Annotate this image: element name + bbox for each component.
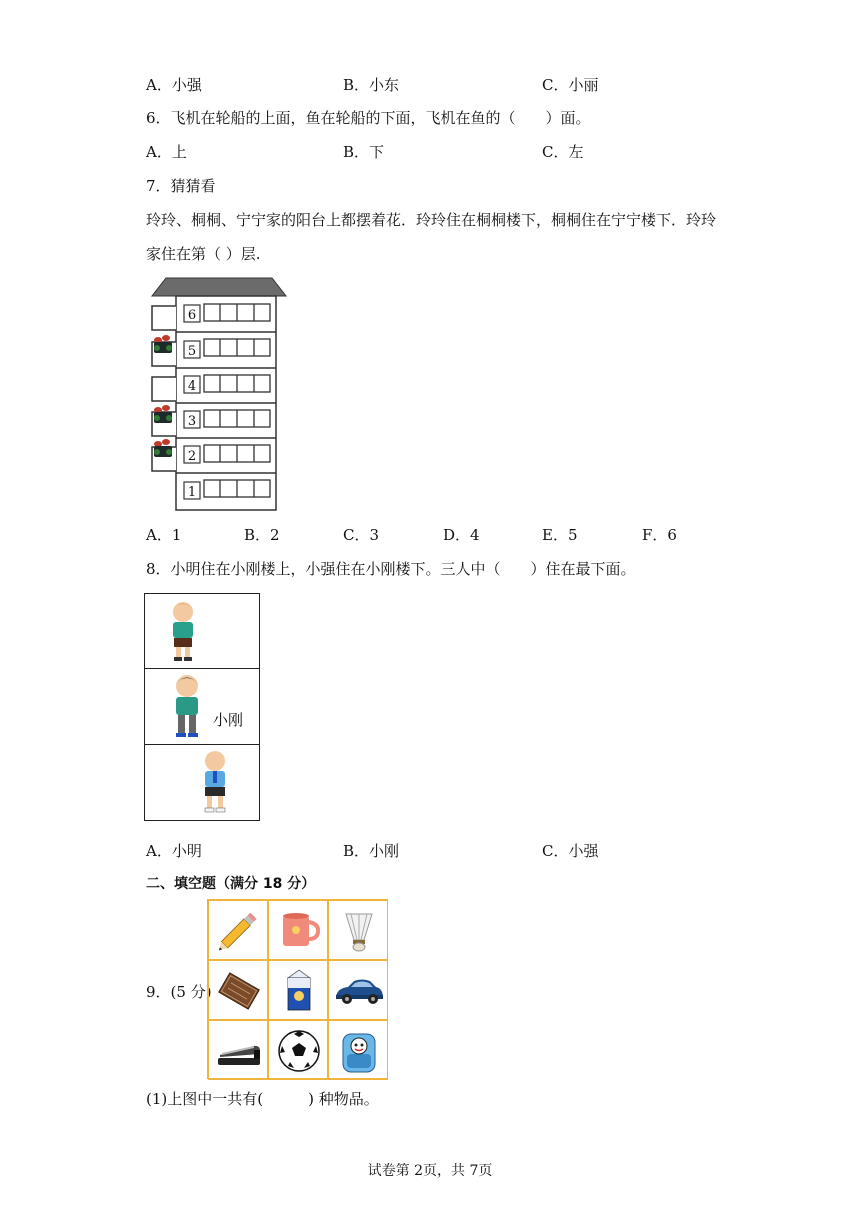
q8-question: 8．小明住在小刚楼上，小强住在小刚楼下。三人中（ ）住在最下面。 [146,560,636,578]
page-footer: 试卷第 2页，共 7页 [367,1163,493,1179]
floor-number: 6 [187,308,197,323]
q7-option-b: B．2 [244,526,280,544]
xiaogang-label: 小刚 [213,711,244,729]
grid-cell [328,960,388,1020]
q9-subquestion-1: (1)上图中一共有( ) 种物品。 [146,1090,379,1108]
grid-cell [208,960,268,1020]
pencil-icon [214,906,264,956]
backpack-icon [334,1026,384,1076]
grid-cell [268,1020,328,1080]
mug-icon [274,906,324,956]
q9-label: 9．(5 分) [146,983,212,1001]
q7-option-d: D．4 [443,526,480,544]
book-icon [214,966,264,1016]
q6-question: 6．飞机在轮船的上面，鱼在轮船的下面，飞机在鱼的（ ）面。 [146,109,591,127]
boy-box-bottom [144,744,260,821]
q8-option-c: C．小强 [542,842,599,860]
q7-option-f: F．6 [642,526,677,544]
grid-cell [328,1020,388,1080]
q5-option-c: C．小丽 [542,76,599,94]
q7-option-e: E．5 [542,526,578,544]
q7-option-c: C．3 [343,526,380,544]
q7-text-line2: 家住在第（ ）层. [146,245,261,263]
shuttlecock-icon [334,906,384,956]
flower-pot-icon [154,405,172,423]
q6-option-b: B．下 [343,143,385,161]
soccer-ball-icon [274,1026,324,1076]
boy-figure-icon [197,748,237,818]
q5-option-a: A．小强 [146,76,202,94]
grid-cell [268,900,328,960]
floor-number: 2 [187,449,197,464]
q5-option-b: B．小东 [343,76,400,94]
flower-pot-icon [154,439,172,457]
boy-figure-icon [167,598,227,664]
building-illustration [144,276,290,512]
boy-figure-icon [169,672,209,742]
flower-pot-icon [154,335,172,353]
grid-cell [268,960,328,1020]
milk-carton-icon [274,966,324,1016]
grid-cell [208,900,268,960]
grid-cell [328,900,388,960]
stapler-icon [214,1026,264,1076]
floor-number: 1 [187,485,197,500]
q6-option-c: C．左 [542,143,584,161]
boy-box-middle [144,668,260,745]
q8-option-b: B．小刚 [343,842,400,860]
floor-number: 4 [187,379,197,394]
section-title: 二、填空题（满分 18 分） [146,876,316,892]
q7-option-a: A．1 [146,526,182,544]
grid-cell [208,1020,268,1080]
q6-option-a: A．上 [146,143,187,161]
q7-title: 7．猜猜看 [146,177,216,195]
q8-option-a: A．小明 [146,842,202,860]
items-grid [207,899,388,1079]
boy-box-top [144,593,260,669]
car-icon [334,966,384,1016]
floor-number: 3 [187,414,197,429]
floor-number: 5 [187,344,197,359]
q7-text-line1: 玲玲、桐桐、宁宁家的阳台上都摆着花．玲玲住在桐桐楼下，桐桐住在宁宁楼下．玲玲 [146,211,717,229]
